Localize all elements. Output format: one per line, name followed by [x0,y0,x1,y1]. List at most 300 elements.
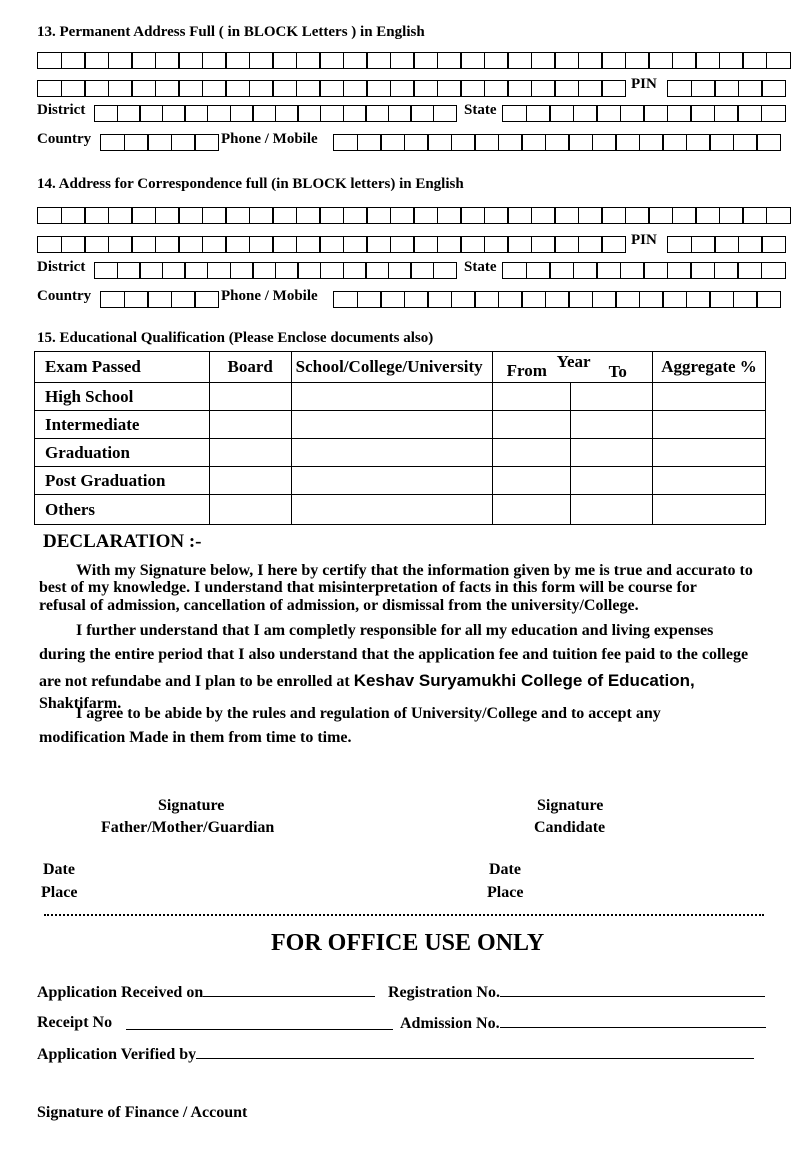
char-box[interactable] [61,52,86,69]
cell-to[interactable] [571,495,653,525]
char-box[interactable] [742,207,767,224]
char-box[interactable] [507,52,532,69]
cell-from[interactable] [492,383,571,411]
table-row [35,383,766,411]
char-box[interactable] [249,207,274,224]
char-box[interactable] [202,207,227,224]
char-box[interactable] [117,105,141,122]
char-box[interactable] [662,291,687,308]
char-box[interactable] [124,291,149,308]
char-box[interactable] [366,207,391,224]
pin-label: PIN [631,232,657,248]
char-box[interactable] [601,207,626,224]
cell-from[interactable] [492,411,571,439]
country-boxes[interactable] [100,134,218,151]
char-box[interactable] [437,80,462,97]
char-box[interactable] [766,52,791,69]
char-box[interactable] [230,262,254,279]
country-label: Country [37,131,92,147]
char-box[interactable] [498,291,523,308]
char-box[interactable] [178,236,203,253]
char-box[interactable] [573,262,598,279]
char-box[interactable] [484,80,509,97]
char-box[interactable] [404,134,429,151]
right-place-label: Place [487,884,524,901]
cell-from[interactable] [492,495,571,525]
char-box[interactable] [578,207,603,224]
cell-board[interactable] [209,411,291,439]
char-box[interactable] [380,134,405,151]
char-box[interactable] [131,236,156,253]
char-box[interactable] [366,236,391,253]
char-box[interactable] [427,291,452,308]
char-box[interactable] [61,80,86,97]
char-box[interactable] [578,52,603,69]
char-box[interactable] [147,134,172,151]
char-box[interactable] [319,80,344,97]
cell-school[interactable] [291,439,492,467]
char-box[interactable] [761,262,786,279]
char-box[interactable] [207,105,231,122]
char-box[interactable] [592,291,617,308]
pin-boxes[interactable] [667,236,785,253]
char-box[interactable] [427,134,452,151]
char-box[interactable] [171,291,196,308]
char-box[interactable] [554,207,579,224]
char-box[interactable] [184,105,208,122]
char-box[interactable] [531,52,556,69]
admission-label: Admission No. [400,1015,500,1032]
header-exam-passed: Exam Passed [35,352,210,383]
cell-school[interactable] [291,411,492,439]
char-box[interactable] [601,236,626,253]
char-box[interactable] [733,134,758,151]
char-box[interactable] [437,236,462,253]
char-box[interactable] [625,52,650,69]
char-box[interactable] [333,291,358,308]
char-box[interactable] [319,207,344,224]
char-box[interactable] [275,262,299,279]
char-box[interactable] [761,236,786,253]
declaration-p2-line3 [39,669,695,694]
admission-field[interactable] [500,1011,766,1028]
state-boxes[interactable] [502,105,784,122]
char-box[interactable] [484,207,509,224]
char-box[interactable] [131,52,156,69]
char-box[interactable] [249,236,274,253]
char-box[interactable] [117,262,141,279]
cell-school[interactable] [291,495,492,525]
char-box[interactable] [643,105,668,122]
char-box[interactable] [365,262,389,279]
char-box[interactable] [272,207,297,224]
char-box[interactable] [100,291,125,308]
district-boxes[interactable] [94,262,456,279]
char-box[interactable] [272,80,297,97]
char-box[interactable] [738,236,763,253]
char-box[interactable] [554,52,579,69]
cell-board[interactable] [209,467,291,495]
char-box[interactable] [568,134,593,151]
char-box[interactable] [549,262,574,279]
char-box[interactable] [738,80,763,97]
char-box[interactable] [639,134,664,151]
char-box[interactable] [695,52,720,69]
char-box[interactable] [388,105,412,122]
char-box[interactable] [573,105,598,122]
cell-to[interactable] [571,439,653,467]
char-box[interactable] [171,134,196,151]
char-box[interactable] [108,80,133,97]
char-box[interactable] [108,52,133,69]
char-box[interactable] [691,80,716,97]
char-box[interactable] [320,105,344,122]
char-box[interactable] [61,207,86,224]
char-box[interactable] [695,207,720,224]
char-box[interactable] [225,52,250,69]
char-box[interactable] [719,207,744,224]
char-box[interactable] [155,207,180,224]
char-box[interactable] [719,52,744,69]
char-box[interactable] [526,262,551,279]
char-box[interactable] [521,134,546,151]
char-box[interactable] [531,236,556,253]
char-box[interactable] [502,262,527,279]
char-box[interactable] [333,134,358,151]
cell-board[interactable] [209,495,291,525]
table-header-row [35,352,766,383]
received-label: Application Received on [37,984,204,1001]
char-box[interactable] [162,105,186,122]
char-box[interactable] [667,80,692,97]
char-box[interactable] [139,105,163,122]
char-box[interactable] [643,262,668,279]
char-box[interactable] [526,105,551,122]
char-box[interactable] [714,80,739,97]
cell-aggregate[interactable] [653,439,766,467]
char-box[interactable] [100,134,125,151]
char-box[interactable] [357,134,382,151]
char-box[interactable] [502,105,527,122]
char-box[interactable] [531,80,556,97]
char-box[interactable] [672,207,697,224]
registration-field[interactable] [500,980,765,997]
char-box[interactable] [437,52,462,69]
char-box[interactable] [178,80,203,97]
char-box[interactable] [37,52,62,69]
row-label: Post Graduation [35,467,210,495]
char-box[interactable] [667,105,692,122]
char-box[interactable] [296,52,321,69]
char-box[interactable] [194,291,219,308]
char-box[interactable] [225,236,250,253]
char-box[interactable] [343,105,367,122]
table-row [35,411,766,439]
char-box[interactable] [596,262,621,279]
char-box[interactable] [202,236,227,253]
country-boxes[interactable] [100,291,218,308]
char-box[interactable] [568,291,593,308]
char-box[interactable] [545,134,570,151]
char-box[interactable] [357,291,382,308]
char-box[interactable] [155,80,180,97]
verified-field[interactable] [196,1042,754,1059]
header-aggregate: Aggregate % [653,352,766,383]
permanent-address-line2-boxes[interactable] [37,80,625,97]
char-box[interactable] [252,262,276,279]
char-box[interactable] [460,207,485,224]
char-box[interactable] [460,236,485,253]
char-box[interactable] [61,236,86,253]
char-box[interactable] [37,80,62,97]
char-box[interactable] [162,262,186,279]
char-box[interactable] [690,262,715,279]
char-box[interactable] [545,291,570,308]
char-box[interactable] [413,207,438,224]
char-box[interactable] [343,236,368,253]
char-box[interactable] [388,262,412,279]
char-box[interactable] [94,105,118,122]
char-box[interactable] [272,52,297,69]
char-box[interactable] [690,105,715,122]
char-box[interactable] [202,80,227,97]
received-row [37,980,375,1005]
char-box[interactable] [343,262,367,279]
char-box[interactable] [319,236,344,253]
cell-to[interactable] [571,467,653,495]
char-box[interactable] [451,291,476,308]
row-label: Intermediate [35,411,210,439]
char-box[interactable] [639,291,664,308]
char-box[interactable] [297,105,321,122]
cell-aggregate[interactable] [653,495,766,525]
char-box[interactable] [108,236,133,253]
char-box[interactable] [178,52,203,69]
char-box[interactable] [437,207,462,224]
section-13-title: 13. Permanent Address Full ( in BLOCK Letters ) in English [37,24,425,40]
received-field[interactable] [203,980,375,997]
char-box[interactable] [84,207,109,224]
char-box[interactable] [578,236,603,253]
registration-label: Registration No. [388,984,500,1001]
cell-from[interactable] [492,467,571,495]
row-label: Graduation [35,439,210,467]
pin-boxes[interactable] [667,80,785,97]
char-box[interactable] [667,262,692,279]
char-box[interactable] [225,80,250,97]
char-box[interactable] [709,134,734,151]
char-box[interactable] [531,207,556,224]
char-box[interactable] [549,105,574,122]
char-box[interactable] [108,207,133,224]
char-box[interactable] [296,80,321,97]
char-box[interactable] [714,105,739,122]
char-box[interactable] [147,291,172,308]
char-box[interactable] [601,80,626,97]
char-box[interactable] [343,52,368,69]
char-box[interactable] [507,80,532,97]
cell-school[interactable] [291,383,492,411]
char-box[interactable] [230,105,254,122]
permanent-address-line1-boxes[interactable] [37,52,789,69]
char-box[interactable] [155,236,180,253]
char-box[interactable] [596,105,621,122]
phone-boxes[interactable] [333,134,780,151]
char-box[interactable] [615,291,640,308]
char-box[interactable] [319,52,344,69]
declaration-p2-line4: Shaktifarm. [39,695,122,712]
cell-board[interactable] [209,383,291,411]
char-box[interactable] [124,134,149,151]
char-box[interactable] [297,262,321,279]
cell-aggregate[interactable] [653,467,766,495]
char-box[interactable] [413,52,438,69]
char-box[interactable] [460,52,485,69]
char-box[interactable] [766,207,791,224]
receipt-label: Receipt No [37,1014,113,1031]
char-box[interactable] [474,134,499,151]
char-box[interactable] [737,105,762,122]
char-box[interactable] [380,291,405,308]
char-box[interactable] [184,262,208,279]
char-box[interactable] [714,262,739,279]
header-year [492,352,652,383]
char-box[interactable] [648,207,673,224]
district-label: District [37,102,86,118]
char-box[interactable] [194,134,219,151]
char-box[interactable] [433,105,457,122]
char-box[interactable] [742,52,767,69]
char-box[interactable] [178,207,203,224]
char-box[interactable] [343,207,368,224]
char-box[interactable] [460,80,485,97]
char-box[interactable] [390,207,415,224]
char-box[interactable] [366,52,391,69]
char-box[interactable] [484,52,509,69]
phone-boxes[interactable] [333,291,780,308]
char-box[interactable] [662,134,687,151]
char-box[interactable] [366,80,391,97]
correspondence-address-line2-boxes[interactable] [37,236,625,253]
char-box[interactable] [343,80,368,97]
char-box[interactable] [667,236,692,253]
char-box[interactable] [404,291,429,308]
table-row [35,495,766,525]
char-box[interactable] [252,105,276,122]
char-box[interactable] [761,105,786,122]
left-date-label: Date [43,861,75,878]
char-box[interactable] [275,105,299,122]
char-box[interactable] [410,105,434,122]
char-box[interactable] [84,80,109,97]
char-box[interactable] [672,52,697,69]
char-box[interactable] [249,80,274,97]
char-box[interactable] [709,291,734,308]
char-box[interactable] [202,52,227,69]
char-box[interactable] [37,207,62,224]
char-box[interactable] [207,262,231,279]
char-box[interactable] [272,236,297,253]
char-box[interactable] [225,207,250,224]
char-box[interactable] [413,236,438,253]
char-box[interactable] [507,236,532,253]
char-box[interactable] [131,80,156,97]
char-box[interactable] [648,52,673,69]
char-box[interactable] [155,52,180,69]
correspondence-address-line1-boxes[interactable] [37,207,789,224]
cell-to[interactable] [571,383,653,411]
char-box[interactable] [601,52,626,69]
district-label: District [37,259,86,275]
char-box[interactable] [451,134,476,151]
char-box[interactable] [498,134,523,151]
char-box[interactable] [620,105,645,122]
cell-aggregate[interactable] [653,411,766,439]
char-box[interactable] [761,80,786,97]
char-box[interactable] [410,262,434,279]
char-box[interactable] [686,291,711,308]
char-box[interactable] [592,134,617,151]
char-box[interactable] [390,80,415,97]
declaration-p2-line2: during the entire period that I also understand that the application fee and tuition fee paid to the college [39,646,749,663]
char-box[interactable] [756,291,781,308]
char-box[interactable] [733,291,758,308]
cell-school[interactable] [291,467,492,495]
char-box[interactable] [521,291,546,308]
char-box[interactable] [131,207,156,224]
char-box[interactable] [37,236,62,253]
char-box[interactable] [737,262,762,279]
char-box[interactable] [507,207,532,224]
char-box[interactable] [139,262,163,279]
phone-label: Phone / Mobile [221,288,318,304]
receipt-field[interactable] [126,1013,393,1030]
char-box[interactable] [615,134,640,151]
char-box[interactable] [686,134,711,151]
char-box[interactable] [413,80,438,97]
char-box[interactable] [474,291,499,308]
char-box[interactable] [714,236,739,253]
char-box[interactable] [578,80,603,97]
right-date-label: Date [489,861,521,878]
cell-from[interactable] [492,439,571,467]
char-box[interactable] [84,236,109,253]
char-box[interactable] [94,262,118,279]
char-box[interactable] [620,262,645,279]
char-box[interactable] [484,236,509,253]
char-box[interactable] [249,52,274,69]
char-box[interactable] [365,105,389,122]
char-box[interactable] [390,236,415,253]
char-box[interactable] [756,134,781,151]
char-box[interactable] [390,52,415,69]
state-boxes[interactable] [502,262,784,279]
char-box[interactable] [433,262,457,279]
district-boxes[interactable] [94,105,456,122]
char-box[interactable] [691,236,716,253]
char-box[interactable] [554,236,579,253]
char-box[interactable] [320,262,344,279]
cell-board[interactable] [209,439,291,467]
char-box[interactable] [296,207,321,224]
header-from: From [506,361,547,380]
cell-aggregate[interactable] [653,383,766,411]
char-box[interactable] [84,52,109,69]
cell-to[interactable] [571,411,653,439]
char-box[interactable] [625,207,650,224]
char-box[interactable] [296,236,321,253]
char-box[interactable] [554,80,579,97]
